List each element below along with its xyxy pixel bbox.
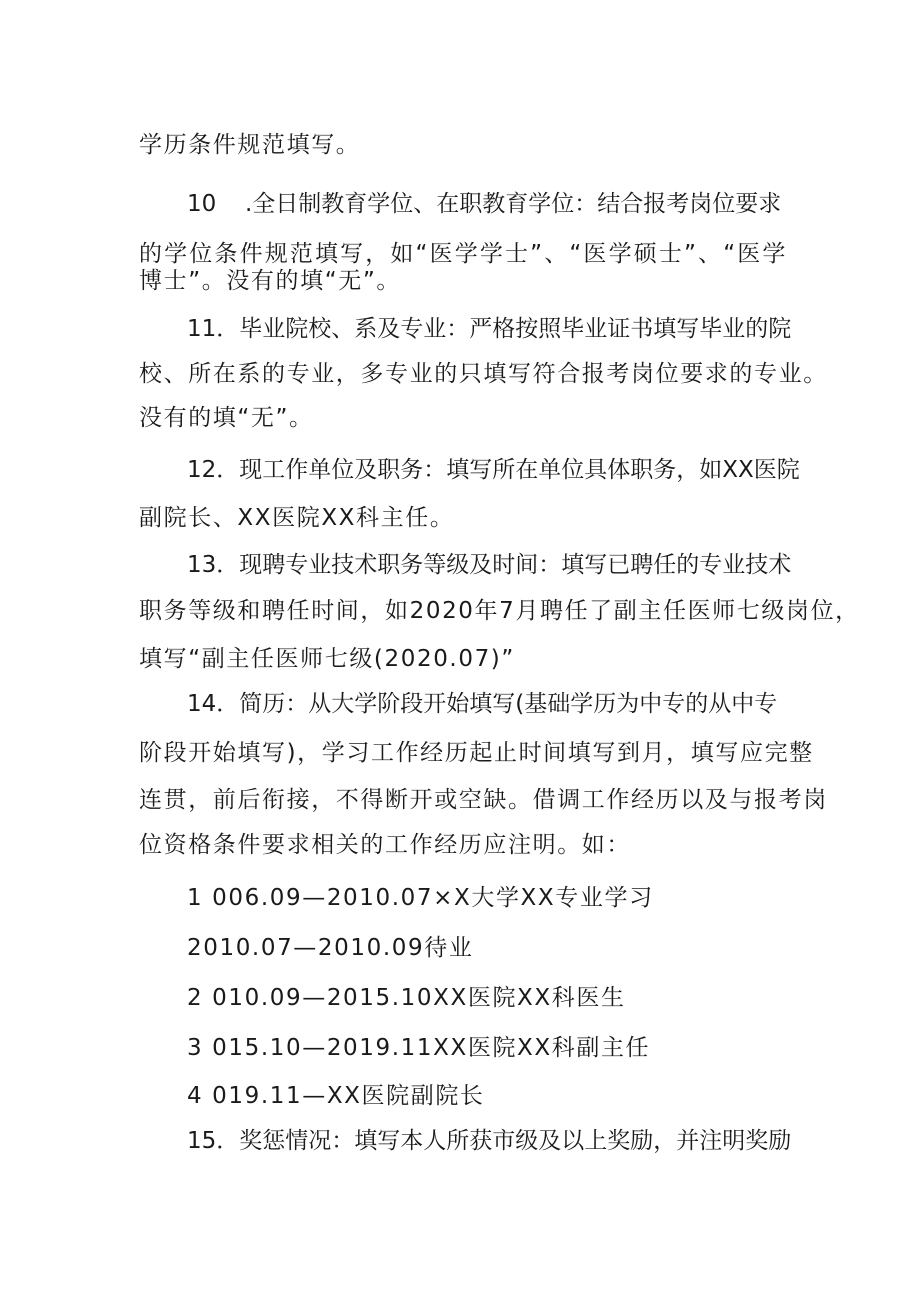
paragraph-14-first-line: 14．简历：从大学阶段开始填写(基础学历为中专的从中专 <box>187 691 778 717</box>
paragraph-12-first-line: 12．现工作单位及职务：填写所在单位具体职务，如XX医院 <box>187 457 800 483</box>
text-line-7: 没有的填“无”。 <box>139 405 314 431</box>
paragraph-10-text: .全日制教育学位、在职教育学位：结合报考岗位要求 <box>245 191 782 217</box>
paragraph-11-first-line: 11．毕业院校、系及专业：严格按照毕业证书填写毕业的院 <box>187 316 792 342</box>
text-line-3: 的学位条件规范填写，如“医学学士”、“医学硕士”、“医学 <box>139 241 787 267</box>
resume-entry-4: 3 015.10—2019.11XX医院XX科副主任 <box>187 1035 651 1061</box>
resume-entry-3: 2 010.09—2015.10XX医院XX科医生 <box>187 985 626 1011</box>
resume-entry-1: 1 006.09—2010.07×X大学XX专业学习 <box>187 885 654 911</box>
text-line-14: 阶段开始填写)，学习工作经历起止时间填写到月，填写应完整 <box>139 740 814 766</box>
text-line-6: 校、所在系的专业，多专业的只填写符合报考岗位要求的专业。 <box>139 361 828 387</box>
paragraph-13-first-line: 13．现聘专业技术职务等级及时间：填写已聘任的专业技术 <box>187 552 792 578</box>
resume-entry-5: 4 019.11—XX医院副院长 <box>187 1083 485 1109</box>
text-line-4: 博士”。没有的填“无”。 <box>139 268 401 294</box>
text-line-12: 填写“副主任医师七级(2020.07)” <box>139 646 515 672</box>
text-line-16: 位资格条件要求相关的工作经历应注明。如： <box>139 832 631 858</box>
text-line-1: 学历条件规范填写。 <box>139 132 361 158</box>
resume-entry-2: 2010.07—2010.09待业 <box>187 935 474 961</box>
text-line-15: 连贯，前后衔接，不得断开或空缺。借调工作经历以及与报考岗 <box>139 787 828 813</box>
text-line-9: 副院长、XX医院XX科主任。 <box>139 505 455 531</box>
paragraph-number-10: 10 <box>187 191 217 217</box>
text-line-11: 职务等级和聘任时间，如2020年7月聘任了副主任医师七级岗位， <box>139 598 860 624</box>
paragraph-15-first-line: 15．奖惩情况：填写本人所获市级及以上奖励，并注明奖励 <box>187 1128 792 1154</box>
paragraph-10-first-line <box>187 189 781 219</box>
